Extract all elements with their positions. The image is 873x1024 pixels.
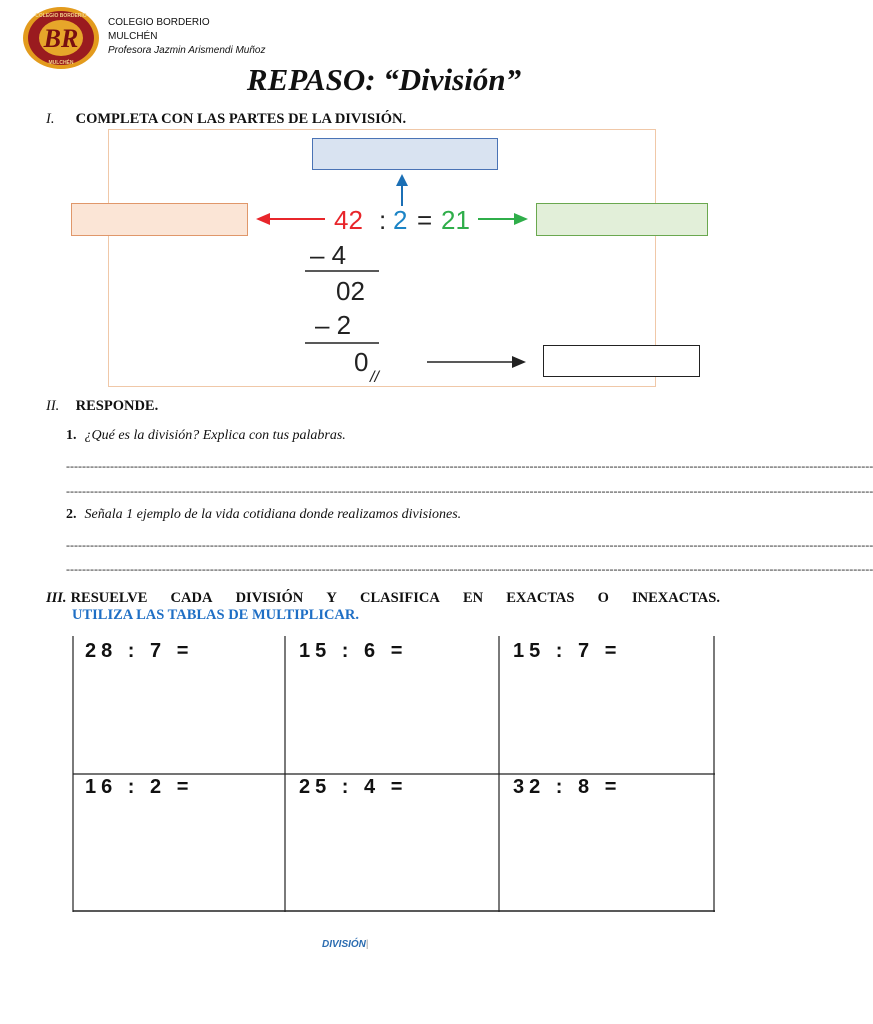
exercise-cell: 32 : 8 = bbox=[513, 776, 622, 798]
exercise-cell: 28 : 7 = bbox=[85, 640, 194, 662]
answer-line-1b[interactable]: ---------------------------------------------------------------------------------------------------------------------------------------------------------------------------------------------------------- bbox=[66, 484, 873, 498]
grid-lines bbox=[73, 636, 715, 912]
arrow-left-icon bbox=[256, 213, 270, 225]
heading-word: RESUELVE bbox=[70, 590, 148, 606]
heading-word: DIVISIÓN bbox=[235, 590, 304, 606]
step-1-text: 02 bbox=[336, 276, 365, 306]
footer-text: DIVISIÓN bbox=[322, 939, 366, 950]
question-1 bbox=[66, 428, 346, 444]
section-2-number: II. bbox=[46, 398, 60, 414]
colon-text: : bbox=[379, 205, 387, 235]
heading-word: EXACTAS bbox=[506, 590, 575, 606]
page-footer bbox=[322, 939, 369, 950]
slashes-text: // bbox=[370, 369, 379, 386]
footer-separator: | bbox=[365, 939, 369, 950]
divisor-text: 2 bbox=[393, 205, 408, 235]
arrow-up-icon bbox=[396, 174, 408, 186]
logo-top-text: COLEGIO BORDERIO bbox=[35, 13, 87, 19]
subtraction-1-text: – 4 bbox=[310, 240, 347, 270]
division-diagram bbox=[0, 0, 768, 400]
heading-word: Y bbox=[326, 590, 337, 606]
school-city: MULCHÉN bbox=[108, 31, 158, 42]
heading-word: CLASIFICA bbox=[360, 590, 440, 606]
section-1-title: COMPLETA CON LAS PARTES DE LA DIVISIÓN. bbox=[75, 111, 407, 127]
section-3-subheading: UTILIZA LAS TABLAS DE MULTIPLICAR. bbox=[72, 607, 359, 623]
heading-word: O bbox=[597, 590, 609, 606]
question-1-number: 1. bbox=[66, 428, 77, 443]
exercise-cell: 25 : 4 = bbox=[299, 776, 408, 798]
logo-bottom-text: MULCHÉN bbox=[48, 60, 74, 66]
section-3-heading bbox=[46, 590, 720, 624]
question-1-text: ¿Qué es la división? Explica con tus palabras. bbox=[84, 428, 346, 443]
equals-text: = bbox=[417, 205, 433, 235]
section-3-number: III. bbox=[46, 590, 67, 606]
school-name: COLEGIO BORDERIO bbox=[108, 17, 210, 28]
page-title: REPASO: “División” bbox=[246, 62, 522, 97]
question-2-number: 2. bbox=[66, 507, 77, 522]
quotient-text: 21 bbox=[441, 205, 470, 235]
section-2-heading bbox=[46, 398, 158, 415]
exercise-cell: 15 : 7 = bbox=[513, 640, 622, 662]
answer-line-1a[interactable]: ---------------------------------------------------------------------------------------------------------------------------------------------------------------------------------------------------------- bbox=[66, 459, 873, 473]
heading-word: INEXACTAS. bbox=[632, 590, 720, 606]
question-2 bbox=[66, 507, 461, 523]
arrow-remainder-icon bbox=[512, 356, 526, 368]
heading-word: CADA bbox=[170, 590, 213, 606]
section-2-title: RESPONDE. bbox=[75, 398, 159, 414]
answer-line-2b[interactable]: ---------------------------------------------------------------------------------------------------------------------------------------------------------------------------------------------------------- bbox=[66, 562, 873, 576]
exercise-cell: 16 : 2 = bbox=[85, 776, 194, 798]
remainder-text: 0 bbox=[354, 347, 369, 377]
section-1-number: I. bbox=[46, 111, 55, 127]
teacher-name: Profesora Jazmin Arismendi Muñoz bbox=[108, 45, 266, 56]
question-2-text: Señala 1 ejemplo de la vida cotidiana donde realizamos divisiones. bbox=[84, 507, 462, 522]
dividend-text: 42 bbox=[334, 205, 363, 235]
division-exercises-grid bbox=[73, 636, 715, 912]
answer-line-2a[interactable]: ---------------------------------------------------------------------------------------------------------------------------------------------------------------------------------------------------------- bbox=[66, 538, 873, 552]
arrow-right-icon bbox=[514, 213, 528, 225]
exercise-cell: 15 : 6 = bbox=[299, 640, 408, 662]
logo-letters: BR bbox=[43, 24, 79, 53]
heading-word: EN bbox=[462, 590, 484, 606]
subtraction-2-text: – 2 bbox=[315, 310, 352, 340]
